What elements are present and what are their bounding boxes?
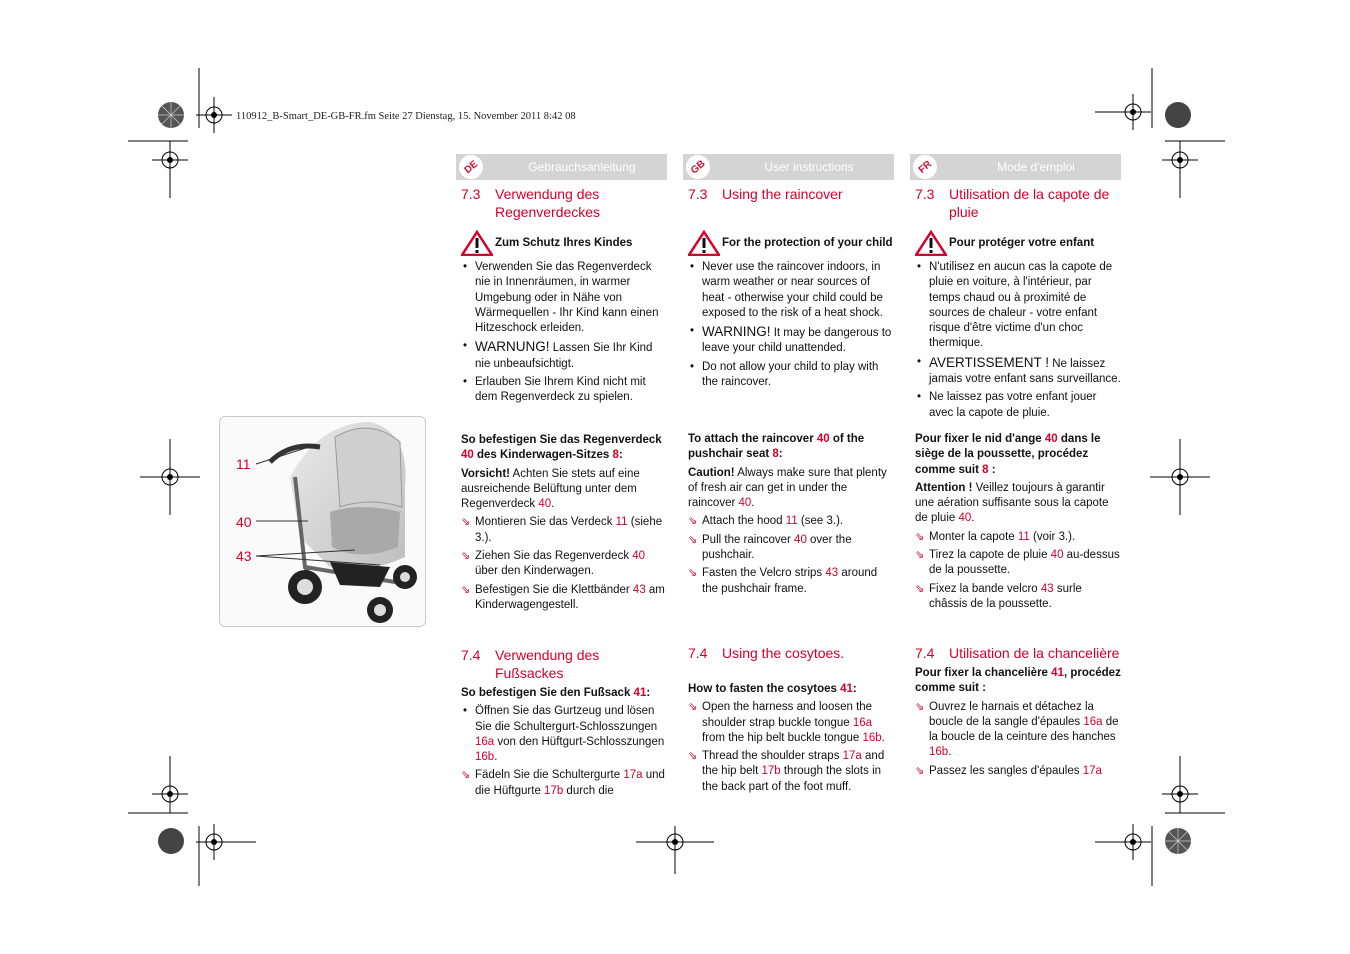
- section-number: 7.3: [461, 186, 481, 202]
- list-item: • Never use the raincover indoors, in warm weather or near sources of heat - otherwise your child could be exposed to the risk of a heat shock.: [688, 260, 894, 321]
- warning-heading-de: Zum Schutz Ihres Kindes: [461, 230, 667, 256]
- header-title-de: Gebrauchsanleitung: [528, 160, 636, 174]
- list-item: ⇘ Thread the shoulder straps 17a and the hip belt 17b through the slots in the back part of the foot muff.: [688, 750, 885, 793]
- list-item: • Verwenden Sie das Regenverdeck nie in Innenräumen, in warmer Umgebung oder in Nähe von Wärmequellen - Ihr Kind kann einen Hitzeschock erleiden.: [461, 260, 667, 336]
- figure-label-11: 11: [236, 456, 251, 472]
- list-item: ⇘ Ziehen Sie das Regenverdeck 40 über den Kinderwagen.: [461, 550, 646, 578]
- warning-triangle-icon: [915, 230, 947, 256]
- list-item: ⇘ Passez les sangles d'épaules 17a: [915, 764, 1102, 777]
- list-item: ⇘ Fixez la bande velcro 43 surle châssis de la poussette.: [915, 582, 1082, 610]
- section-7-3-de: [461, 185, 667, 409]
- section-title: Verwendung des Regenverdeckes: [495, 186, 601, 220]
- list-item: • Ne laissez pas votre enfant jouer avec la capote de pluie.: [915, 390, 1121, 421]
- lang-badge-gb: GB: [681, 150, 715, 184]
- list-item: ⇘ Monter la capote 11 (voir 3.).: [915, 530, 1076, 543]
- steps-fr: [915, 530, 1121, 612]
- warning-triangle-icon: [461, 230, 493, 256]
- header-title-gb: User instructions: [764, 160, 854, 174]
- column-de: [461, 154, 667, 797]
- warning-list-fr: [915, 260, 1121, 421]
- section-7-3-fr: 7.3 Utilisation de la capote de pluie Pour protéger votre enfant • N'utilisez en aucun cas la capote de pluie en voiture, à l'intérieur, par temps chaud ou à proximité de sources de chaleur - votre enfant risque d'être victime d'un choc thermique. • AVERTISSEMENT ! Ne laissez jamais votre enfant sans surveillance. • Ne laissez pas votre enfant jouer avec la capote de pluie.: [915, 185, 1121, 424]
- list-item: • WARNUNG! Lassen Sie Ihr Kind nie unbeaufsichtigt.: [461, 339, 667, 372]
- list-item: ⇘ Pull the raincover 40 over the pushchair.: [688, 533, 852, 562]
- column-fr: [915, 154, 1121, 777]
- lang-badge-de: DE: [454, 150, 488, 184]
- list-item: ⇘ Open the harness and loosen the shoulder strap buckle tongue 16a from the hip belt buckle tongue 16b.: [688, 701, 885, 744]
- list-item: ⇘ Befestigen Sie die Klettbänder 43 am Kinderwagengestell.: [461, 583, 665, 611]
- warning-heading-gb: For the protection of your child: [688, 230, 894, 256]
- list-item: ⇘ Tirez la capote de pluie 40 au-dessus de la poussette.: [915, 549, 1120, 577]
- stroller-raincover-figure: [219, 416, 426, 627]
- warning-heading-fr: Pour protéger votre enfant: [915, 230, 1121, 256]
- figure-label-40: 40: [236, 514, 252, 530]
- attach-instructions-gb: To attach the raincover 40 of the pushchair seat 8: Caution! Always make sure that plenty of fresh air can get in under the raincover 40. ⇘ Attach the hood 11 (see 3.). ⇘ Pull the raincover 40 over the pushchair. ⇘ Fasten the Velcro strips 43 around the pushchair frame.: [688, 432, 894, 600]
- steps-gb: [688, 514, 894, 596]
- header-bar-fr: [910, 154, 1121, 180]
- attach-instructions-fr: Pour fixer le nid d'ange 40 dans le siège de la poussette, procédez comme suit 8 : Attention ! Veillez toujours à garantir une aération suffisante sous la capote de pluie 40. ⇘ Monter la capote 11 (voir 3.). ⇘ Tirez la capote de pluie 40 au-dessus de la poussette. ⇘ Fixez la bande velcro 43 surle châssis de la poussette.: [915, 432, 1121, 615]
- list-item: ⇘ Attach the hood 11 (see 3.).: [688, 515, 844, 528]
- list-item: • Erlauben Sie Ihrem Kind nicht mit dem Regenverdeck zu spielen.: [461, 375, 667, 406]
- file-info: 110912_B-Smart_DE-GB-FR.fm Seite 27 Dienstag, 15. November 2011 8:42 08: [236, 111, 576, 122]
- list-item: ⇘ Montieren Sie das Verdeck 11 (siehe 3.).: [461, 516, 663, 544]
- steps-de: [461, 515, 667, 613]
- header-bar-gb: [683, 154, 894, 180]
- lang-badge-fr: FR: [908, 150, 942, 184]
- list-item: ⇘ Fädeln Sie die Schultergurte 17a und die Hüftgurte 17b durch die: [461, 769, 665, 797]
- list-item: ⇘ Fasten the Velcro strips 43 around the pushchair frame.: [688, 567, 878, 595]
- warning-triangle-icon: [688, 230, 720, 256]
- section-7-4-de: 7.4 Verwendung des Fußsackes So befestigen Sie den Fußsack 41: • Öffnen Sie das Gurtzeug und lösen Sie die Schultergurt-Schlosszungen 16a von den Hüftgurt-Schlosszungen 16b. ⇘ Fädeln Sie die Schultergurte 17a und die Hüftgurte 17b durch die: [461, 646, 667, 802]
- section-7-4-gb: 7.4 Using the cosytoes. How to fasten the cosytoes 41: ⇘ Open the harness and loosen the shoulder strap buckle tongue 16a from the hip belt buckle tongue 16b. ⇘ Thread the shoulder straps 17a and the hip belt 17b through the slots in the back part of the foot muff.: [688, 644, 894, 798]
- list-item: ⇘ Ouvrez le harnais et détachez la boucle de la sangle d'épaules 16a de la boucle de la ceinture des hanches 16b.: [915, 700, 1119, 759]
- warning-list-gb: [688, 260, 894, 390]
- list-item: • Do not allow your child to play with the raincover.: [688, 360, 894, 391]
- section-7-3-gb: 7.3 Using the raincover For the protection of your child • Never use the raincover indoors, in warm weather or near sources of heat - otherwise your child could be exposed to the risk of a heat shock. • WARNING! It may be dangerous to leave your child unattended. • Do not allow your child to play with the raincover.: [688, 185, 894, 393]
- header-title-fr: Mode d'emploi: [997, 160, 1075, 174]
- list-item: • WARNING! It may be dangerous to leave your child unattended.: [688, 324, 894, 357]
- section-7-4-fr: 7.4 Utilisation de la chancelière Pour fixer la chancelière 41, procédez comme suit : ⇘ Ouvrez le harnais et détachez la boucle de la sangle d'épaules 16a de la boucle de la ceinture des hanches 16b. ⇘ Passez les sangles d'épaules 17a: [915, 644, 1121, 782]
- column-gb: [688, 154, 894, 793]
- list-item: • N'utilisez en aucun cas la capote de pluie en voiture, à l'intérieur, par temps chaud ou à proximité de sources de chaleur - votre enfant risque d'être victime d'un choc thermique.: [915, 260, 1121, 352]
- list-item: • AVERTISSEMENT ! Ne laissez jamais votre enfant sans surveillance.: [915, 355, 1121, 388]
- attach-instructions-de: So befestigen Sie das Regenverdeck 40 des Kinderwagen-Sitzes 8: Vorsicht! Achten Sie stets auf eine ausreichende Belüftung unter dem Regenverdeck 40. ⇘ Montieren Sie das Verdeck 11 (siehe 3.). ⇘ Ziehen Sie das Regenverdeck 40 über den Kinderwagen. ⇘ Befestigen Sie die Klettbänder 43 am Kinderwagengestell.: [461, 433, 667, 616]
- warning-list-de: [461, 260, 667, 406]
- header-bar-de: [456, 154, 667, 180]
- list-item: • Öffnen Sie das Gurtzeug und lösen Sie die Schultergurt-Schlosszungen 16a von den Hüftgurt-Schlosszungen 16b.: [461, 704, 667, 765]
- figure-label-43: 43: [236, 548, 252, 564]
